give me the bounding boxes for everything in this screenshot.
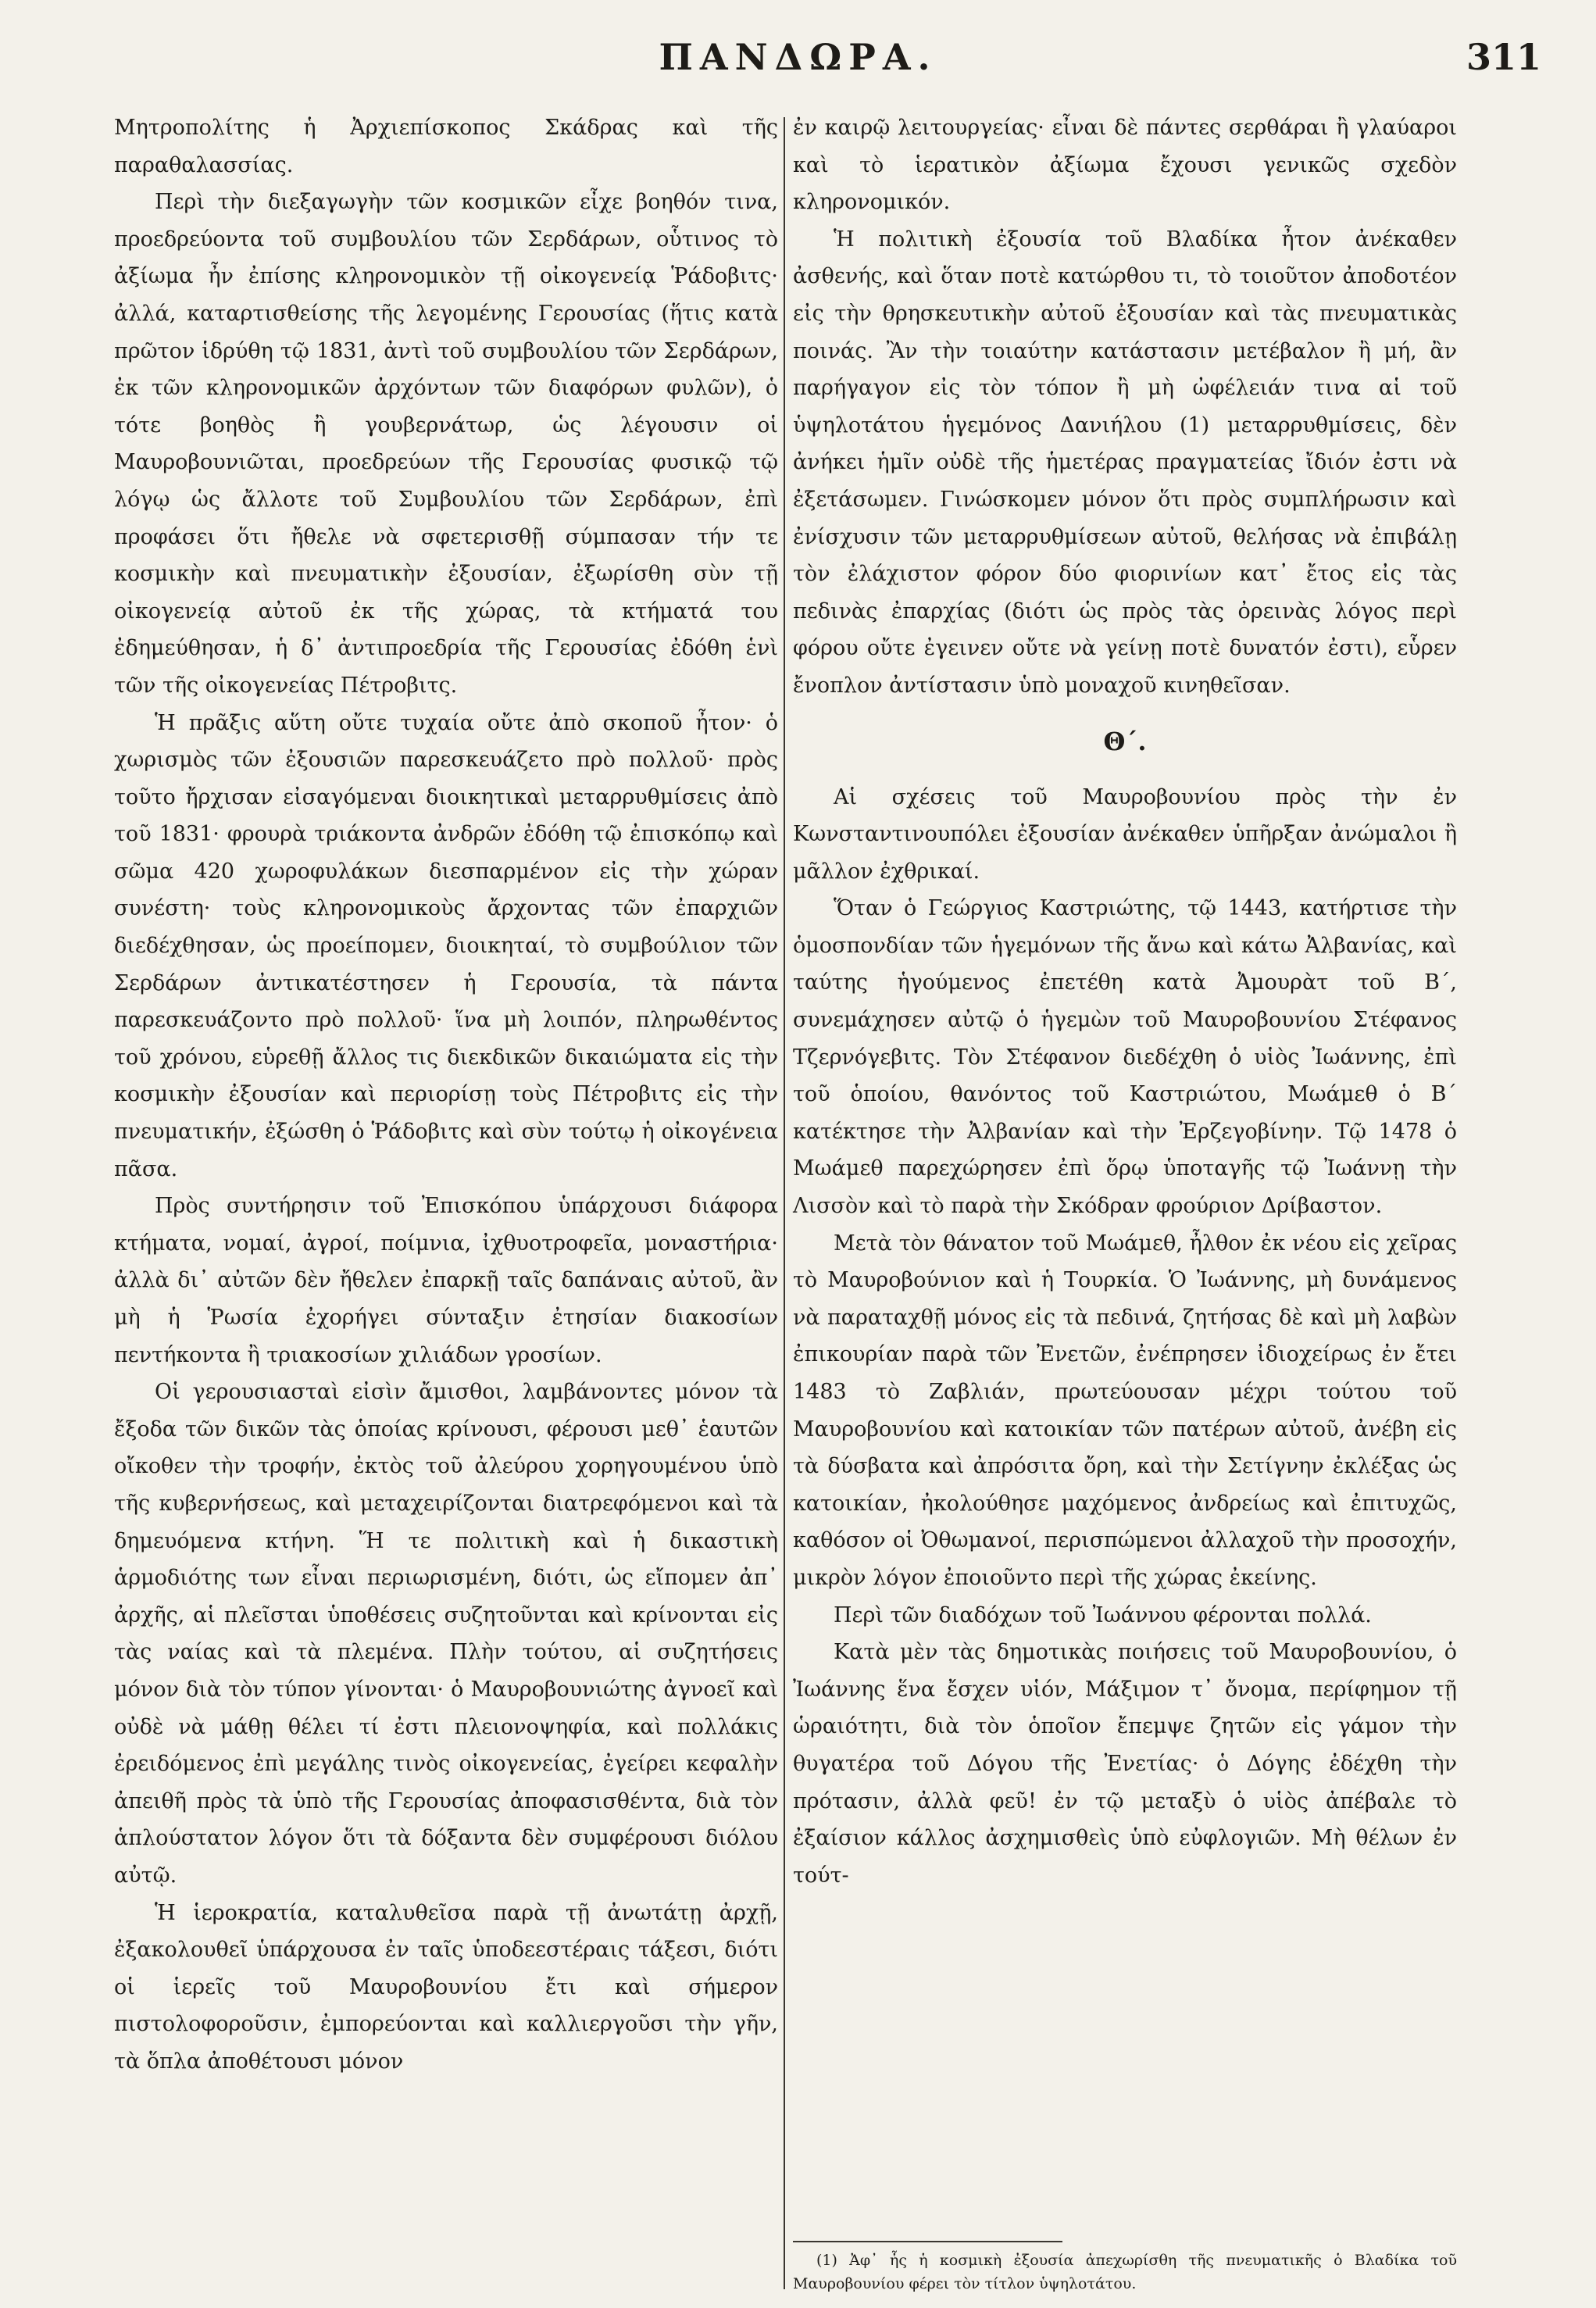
section-heading: Θ΄. bbox=[1103, 726, 1147, 756]
left-column bbox=[114, 109, 778, 2080]
column-divider bbox=[784, 117, 785, 2289]
left-paragraph-6: Ἡ ἱεροκρατία, καταλυθεῖσα παρὰ τῇ ἀνωτάτῃ ἀρχῇ, ἐξακολουθεῖ ὑπάρχουσα ἐν ταῖς ὑποδεεστέραις τάξεσι, διότι οἱ ἱερεῖς τοῦ Μαυροβουνίου ἔτι καὶ σήμερον πιστολοφοροῦσιν, ἐμπορεύονται καὶ καλλιεργοῦσι τὴν γῆν, τὰ ὅπλα ἀποθέτουσι μόνον bbox=[114, 1900, 778, 2074]
left-paragraph-2: Περὶ τὴν διεξαγωγὴν τῶν κοσμικῶν εἶχε βοηθόν τινα, προεδρεύοντα τοῦ συμβουλίου τῶν Σερδάρων, οὗτινος τὸ ἀξίωμα ἦν ἐπίσης κληρονομικὸν τῇ οἰκογενείᾳ Ῥάδοβιτς· ἀλλά, καταρτισθείσης τῆς λεγομένης Γερουσίας (ἥτις κατὰ πρῶτον ἱδρύθη τῷ 1831, ἀντὶ τοῦ συμβουλίου τῶν Σερδάρων, ἐκ τῶν κληρονομικῶν ἀρχόντων τῶν διαφόρων φυλῶν), ὁ τότε βοηθὸς ἢ γουβερνάτωρ, ὡς λέγουσιν οἱ Μαυροβουνιῶται, προεδρεύων τῆς Γερουσίας φυσικῷ τῷ λόγῳ ὡς ἄλλοτε τοῦ Συμβουλίου τῶν Σερδάρων, ἐπὶ προφάσει ὅτι ἤθελε νὰ σφετερισθῇ σύμπασαν τήν τε κοσμικὴν καὶ πνευματικὴν ἐξουσίαν, ἐξωρίσθη σὺν τῇ οἰκογενείᾳ αὐτοῦ ἐκ τῆς χώρας, τὰ κτήματά του ἐδημεύθησαν, ἡ δ᾽ ἀντιπροεδρία τῆς Γερουσίας ἐδόθη ἑνὶ τῶν τῆς οἰκογενείας Πέτροβιτς. bbox=[114, 190, 778, 698]
right-paragraph-3: Αἱ σχέσεις τοῦ Μαυροβουνίου πρὸς τὴν ἐν Κωνσταντινουπόλει ἐξουσίαν ἀνέκαθεν ὑπῆρξαν ἀνώμαλοι ἢ μᾶλλον ἐχθρικαί. bbox=[793, 784, 1457, 884]
right-paragraph-2: Ἡ πολιτικὴ ἐξουσία τοῦ Βλαδίκα ἦτον ἀνέκαθεν ἀσθενής, καὶ ὅταν ποτὲ κατώρθου τι, τὸ τοιοῦτον ἀποδοτέον εἰς τὴν θρησκευτικὴν αὐτοῦ ἐξουσίαν καὶ τὰς πνευματικὰς ποινάς. Ἂν τὴν τοιαύτην κατάστασιν μετέβαλον ἢ μή, ἂν παρήγαγον εἰς τὸν τόπον ἢ μὴ ὠφέλειάν τινα αἱ τοῦ ὑψηλοτάτου ἡγεμόνος Δανιήλου (1) μεταρρυθμίσεις, δὲν ἀνήκει ἡμῖν οὐδὲ τῆς ἡμετέρας πραγματείας ἴδιόν ἐστι νὰ ἐξετάσωμεν. Γινώσκομεν μόνον ὅτι πρὸς συμπλήρωσιν καὶ ἐνίσχυσιν τῶν μεταρρυθμίσεων αὐτοῦ, θελήσας νὰ ἐπιβάλῃ τὸν ἐλάχιστον φόρον δύο φιορινίων κατ᾽ ἔτος εἰς τὰς πεδινὰς ἐπαρχίας (διότι ὡς πρὸς τὰς ὀρεινὰς λόγος περὶ φόρου οὔτε ἐγεινεν οὔτε νὰ γείνῃ ποτὲ δυνατόν ἐστι), εὗρεν ἔνοπλον ἀντίστασιν ὑπὸ μοναχοῦ κινηθεῖσαν. bbox=[793, 227, 1457, 698]
right-paragraph-6: Περὶ τῶν διαδόχων τοῦ Ἰωάννου φέρονται πολλά. bbox=[834, 1602, 1372, 1627]
footnote-1: (1) Ἀφ᾽ ἧς ἡ κοσμικὴ ἐξουσία ἀπεχωρίσθη τῆς πνευματικῆς ὁ Βλαδίκα τοῦ Μαυροβουνίου φέρει τὸν τίτλον ὑψηλοτάτου. bbox=[793, 2252, 1457, 2292]
right-column bbox=[793, 109, 1457, 1894]
right-paragraph-5: Μετὰ τὸν θάνατον τοῦ Μωάμεθ, ἦλθον ἐκ νέου εἰς χεῖρας τὸ Μαυροβούνιον καὶ ἡ Τουρκία. Ὁ Ἰωάννης, μὴ δυνάμενος νὰ παραταχθῇ μόνος εἰς τὰ πεδινά, ζητήσας δὲ καὶ μὴ λαβὼν ἐπικουρίαν παρὰ τῶν Ἐνετῶν, ἐνέπρησεν ἰδιοχείρως ἐν ἔτει 1483 τὸ Ζαβλιάν, πρωτεύουσαν μέχρι τούτου τοῦ Μαυροβουνίου καὶ κατοικίαν τῶν πατέρων αὐτοῦ, ἀνέβη εἰς τὰ δύσβατα καὶ ἀπρόσιτα ὄρη, καὶ τὴν Σετίγνην ἐκλέξας ὡς κατοικίαν, ἠκολούθησε μαχόμενος ἀνδρείως καὶ ἐπιτυχῶς, καθόσον οἱ Ὀθωμανοί, περισπώμενοι ἀλλαχοῦ τὴν προσοχήν, μικρὸν λόγον ἐποιοῦντο περὶ τῆς χώρας ἐκείνης. bbox=[793, 1231, 1457, 1590]
left-paragraph-3: Ἡ πρᾶξις αὕτη οὔτε τυχαία οὔτε ἀπὸ σκοποῦ ἦτον· ὁ χωρισμὸς τῶν ἐξουσιῶν παρεσκευάζετο πρὸ πολλοῦ· πρὸς τοῦτο ἤρχισαν εἰσαγόμεναι διοικητικαὶ μεταρρυθμίσεις ἀπὸ τοῦ 1831· φρουρὰ τριάκοντα ἀνδρῶν ἐδόθη τῷ ἐπισκόπῳ καὶ σῶμα 420 χωροφυλάκων διεσπαρμένον εἰς τὴν χώραν συνέστη· τοὺς κληρονομικοὺς ἄρχοντας τῶν ἐπαρχιῶν διεδέχθησαν, ὡς προείπομεν, διοικηταί, τὸ συμβούλιον τῶν Σερδάρων ἀντικατέστησεν ἡ Γερουσία, τὰ πάντα παρεσκευάζοντο πρὸ πολλοῦ· ἵνα μὴ λοιπόν, πληρωθέντος τοῦ χρόνου, εὑρεθῇ ἄλλος τις διεκδικῶν δικαιώματα εἰς τὴν κοσμικὴν ἐξουσίαν καὶ περιορίσῃ τοὺς Πέτροβιτς εἰς τὴν πνευματικήν, ἐξώσθη ὁ Ῥάδοβιτς καὶ σὺν τούτῳ ἡ οἰκογένεια πᾶσα. bbox=[114, 710, 778, 1181]
right-paragraph-7: Κατὰ μὲν τὰς δημοτικὰς ποιήσεις τοῦ Μαυροβουνίου, ὁ Ἰωάννης ἕνα ἔσχεν υἱόν, Μάξιμον τ᾽ ὄνομα, περίφημον τῇ ὡραιότητι, διὰ τὸν ὁποῖον ἔπεμψε ζητῶν εἰς γάμον τὴν θυγατέρα τοῦ Δόγου τῆς Ἐνετίας· ὁ Δόγης ἐδέχθη τὴν πρότασιν, ἀλλὰ φεῦ! ἐν τῷ μεταξὺ ὁ υἱὸς ἀπέβαλε τὸ ἐξαίσιον κάλλος ἀσχημισθεὶς ὑπὸ εὐφλογιῶν. Μὴ θέλων ἐν τούτ- bbox=[793, 1640, 1457, 1888]
left-paragraph-1: Μητροπολίτης ἡ Ἀρχιεπίσκοπος Σκάδρας καὶ τῆς παραθαλασσίας. bbox=[114, 116, 778, 177]
left-paragraph-5: Οἱ γερουσιασταὶ εἰσὶν ἄμισθοι, λαμβάνοντες μόνον τὰ ἔξοδα τῶν δικῶν τὰς ὁποίας κρίνουσι, φέρουσι μεθ᾽ ἑαυτῶν οἴκοθεν τὴν τροφήν, ἐκτὸς τοῦ ἀλεύρου χορηγουμένου ὑπὸ τῆς κυβερνήσεως, καὶ μεταχειρίζονται διατρεφόμενοι καὶ τὰ δημευόμενα κτήνη. Ἥ τε πολιτικὴ καὶ ἡ δικαστικὴ ἁρμοδιότης των εἶναι περιωρισμένη, διότι, ὡς εἴπομεν ἀπ᾽ ἀρχῆς, αἱ πλεῖσται ὑποθέσεις συζητοῦνται καὶ κρίνονται εἰς τὰς ναίας καὶ τὰ πλεμένα. Πλὴν τούτου, αἱ συζητήσεις μόνον διὰ τὸν τύπον γίνονται· ὁ Μαυροβουνιώτης ἀγνοεῖ καὶ οὐδὲ νὰ μάθῃ θέλει τί ἐστι πλειονοψηφία, καὶ πολλάκις ἐρειδόμενος ἐπὶ μεγάλης τινὸς οἰκογενείας, ἐγείρει κεφαλὴν ἀπειθῆ πρὸς τὰ ὑπὸ τῆς Γερουσίας ἀποφασισθέντα, διὰ τὸν ἁπλούστατον λόγον ὅτι τὰ δόξαντα δὲν συμφέρουσι διόλου αὐτῷ. bbox=[114, 1380, 778, 1888]
running-title: ΠΑΝΔΩΡΑ. bbox=[659, 36, 937, 78]
left-paragraph-4: Πρὸς συντήρησιν τοῦ Ἐπισκόπου ὑπάρχουσι διάφορα κτήματα, νομαί, ἀγροί, ποίμνια, ἰχθυοτροφεῖα, μοναστήρια· ἀλλὰ δι᾽ αὐτῶν δὲν ἤθελεν ἐπαρκῇ ταῖς δαπάναις αὐτοῦ, ἂν μὴ ἡ Ῥωσία ἐχορήγει σύνταξιν ἐτησίαν διακοσίων πεντήκοντα ἢ τριακοσίων χιλιάδων γροσίων. bbox=[114, 1194, 778, 1367]
right-paragraph-1: ἐν καιρῷ λειτουργείας· εἶναι δὲ πάντες σερθάραι ἢ γλαύαροι καὶ τὸ ἱερατικὸν ἀξίωμα ἔχουσι γενικῶς σχεδὸν κληρονομικόν. bbox=[793, 116, 1457, 215]
footnote-divider bbox=[793, 2241, 1062, 2242]
page-number: 311 bbox=[1466, 36, 1541, 78]
footnotes bbox=[793, 2249, 1457, 2295]
right-paragraph-4: Ὅταν ὁ Γεώργιος Καστριώτης, τῷ 1443, κατήρτισε τὴν ὁμοσπονδίαν τῶν ἡγεμόνων τῆς ἄνω καὶ κάτω Ἀλβανίας, καὶ ταύτης ἡγούμενος ἐπετέθη κατὰ Ἀμουρὰτ τοῦ Β΄, συνεμάχησεν αὐτῷ ὁ ἡγεμὼν τοῦ Μαυροβουνίου Στέφανος Τζερνόγεβιτς. Τὸν Στέφανον διεδέχθη ὁ υἱὸς Ἰωάννης, ἐπὶ τοῦ ὁποίου, θανόντος τοῦ Καστριώτου, Μωάμεθ ὁ Β΄ κατέκτησε τὴν Ἀλβανίαν καὶ τὴν Ἐρζεγοβίνην. Τῷ 1478 ὁ Μωάμεθ παρεχώρησεν ἐπὶ ὅρῳ ὑποταγῆς τῷ Ἰωάννῃ τὴν Λισσὸν καὶ τὸ παρὰ τὴν Σκόδραν φρούριον Δρίβαστον. bbox=[793, 896, 1457, 1219]
